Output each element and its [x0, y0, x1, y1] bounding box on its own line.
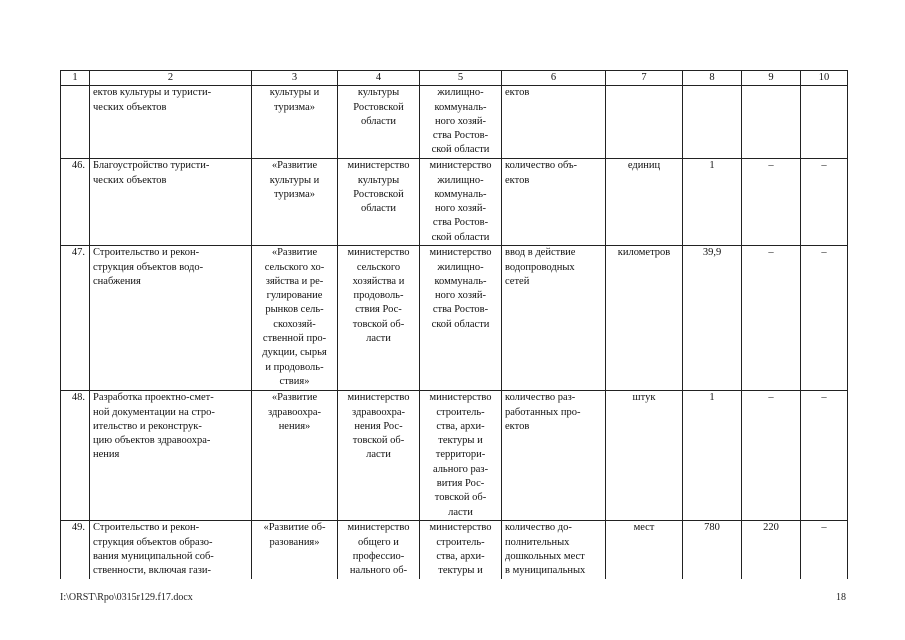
- co-executor: министерство строитель- ства, архи- тектуры и территори- ального раз- вития Рос- товской об- ласти: [420, 391, 502, 521]
- value-col10: [801, 86, 848, 159]
- value-col8: 1: [683, 391, 742, 521]
- unit: штук: [606, 391, 683, 521]
- unit: единиц: [606, 159, 683, 246]
- value-col10: –: [801, 521, 848, 580]
- state-program: «Развитие сельского хо- зяйства и ре- гулирование рынков сель- скохозяй- ственной про- дукции, сырья и продоволь- ствия»: [252, 246, 338, 391]
- activity-name: Благоустройство туристи- ческих объектов: [90, 159, 252, 246]
- column-number-row: [61, 71, 848, 86]
- page-number: 18: [836, 592, 846, 603]
- responsible-ministry: министерство здравоохра- нения Рос- товской об- ласти: [338, 391, 420, 521]
- value-col10: –: [801, 391, 848, 521]
- value-col9: –: [742, 159, 801, 246]
- activity-name: Разработка проектно-смет- ной документации на стро- ительство и реконструк- цию объектов здравоохра- нения: [90, 391, 252, 521]
- co-executor: министерство строитель- ства, архи- тектуры и: [420, 521, 502, 580]
- column-number: 6: [502, 71, 606, 86]
- column-number: 9: [742, 71, 801, 86]
- column-number: 8: [683, 71, 742, 86]
- table-row: [61, 86, 848, 159]
- value-col8: 39,9: [683, 246, 742, 391]
- value-col9: [742, 86, 801, 159]
- row-number: 47.: [61, 246, 90, 391]
- row-number: [61, 86, 90, 159]
- indicator: количество объ- ектов: [502, 159, 606, 246]
- activity-name: ектов культуры и туристи- ческих объектов: [90, 86, 252, 159]
- value-col10: –: [801, 246, 848, 391]
- responsible-ministry: министерство общего и профессио- нального об-: [338, 521, 420, 580]
- indicator: количество раз- работанных про- ектов: [502, 391, 606, 521]
- state-program: «Развитие об- разования»: [252, 521, 338, 580]
- row-number: 46.: [61, 159, 90, 246]
- column-number: 3: [252, 71, 338, 86]
- responsible-ministry: министерство культуры Ростовской области: [338, 159, 420, 246]
- indicator: ввод в действие водопроводных сетей: [502, 246, 606, 391]
- unit: мест: [606, 521, 683, 580]
- value-col8: 780: [683, 521, 742, 580]
- activity-name: Строительство и рекон- струкция объектов водо- снабжения: [90, 246, 252, 391]
- column-number: 2: [90, 71, 252, 86]
- responsible-ministry: культуры Ростовской области: [338, 86, 420, 159]
- co-executor: министерство жилищно- коммуналь- ного хозяй- ства Ростов- ской области: [420, 159, 502, 246]
- state-program: «Развитие здравоохра- нения»: [252, 391, 338, 521]
- row-number: 49.: [61, 521, 90, 580]
- unit: [606, 86, 683, 159]
- value-col9: 220: [742, 521, 801, 580]
- program-table: [60, 70, 848, 579]
- table-row: [61, 246, 848, 391]
- indicator: количество до- полнительных дошкольных мест в муниципальных: [502, 521, 606, 580]
- state-program: культуры и туризма»: [252, 86, 338, 159]
- table-row: [61, 521, 848, 580]
- column-number: 1: [61, 71, 90, 86]
- value-col9: –: [742, 246, 801, 391]
- value-col8: 1: [683, 159, 742, 246]
- responsible-ministry: министерство сельского хозяйства и продоволь- ствия Рос- товской об- ласти: [338, 246, 420, 391]
- column-number: 10: [801, 71, 848, 86]
- column-number: 7: [606, 71, 683, 86]
- activity-name: Строительство и рекон- струкция объектов образо- вания муниципальной соб- ственности, включая гази-: [90, 521, 252, 580]
- table-row: [61, 159, 848, 246]
- column-number: 5: [420, 71, 502, 86]
- state-program: «Развитие культуры и туризма»: [252, 159, 338, 246]
- table-row: [61, 391, 848, 521]
- value-col9: –: [742, 391, 801, 521]
- indicator: ектов: [502, 86, 606, 159]
- file-path-footer: I:\ORST\Rpo\0315r129.f17.docx: [60, 592, 193, 603]
- row-number: 48.: [61, 391, 90, 521]
- co-executor: жилищно- коммуналь- ного хозяй- ства Ростов- ской области: [420, 86, 502, 159]
- co-executor: министерство жилищно- коммуналь- ного хозяй- ства Ростов- ской области: [420, 246, 502, 391]
- column-number: 4: [338, 71, 420, 86]
- value-col10: –: [801, 159, 848, 246]
- value-col8: [683, 86, 742, 159]
- unit: километров: [606, 246, 683, 391]
